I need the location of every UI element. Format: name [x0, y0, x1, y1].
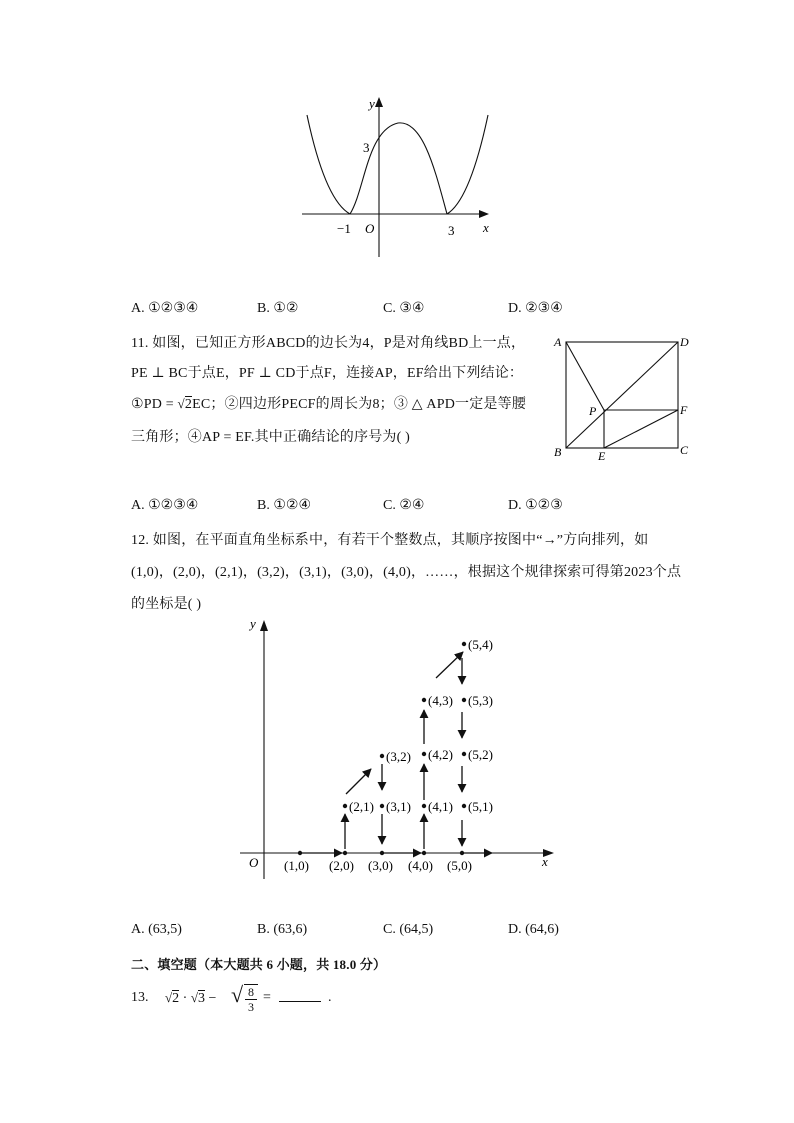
label-4-3: (4,3)	[428, 693, 453, 708]
q12-line-2: (1,0)，(2,0)，(2,1)，(3,2)，(3,1)，(3,0)，(4,0)，……，根据这个规律探索可得第2023个点	[131, 565, 682, 580]
axis-label-2-0: (2,0)	[329, 858, 354, 873]
label-5-4: (5,4)	[468, 637, 493, 652]
q13-expr-part1: √2 · √3 −	[165, 990, 217, 1006]
q11-option-b[interactable]: B. ①②④	[257, 498, 311, 513]
point-5-4	[462, 642, 466, 646]
q13-number: 13.	[131, 990, 149, 1005]
q13-period: .	[328, 990, 332, 1005]
axis-point	[343, 851, 347, 855]
axis-label-1-0: (1,0)	[284, 858, 309, 873]
q12-line-3: 的坐标是( )	[131, 597, 202, 612]
q11-option-a[interactable]: A. ①②③④	[131, 498, 199, 513]
label-D: D	[680, 335, 689, 349]
label-5-1: (5,1)	[468, 799, 493, 814]
origin-label: O	[249, 855, 259, 870]
x-tick-neg1: −1	[337, 221, 351, 236]
q12-option-d[interactable]: D. (64,6)	[508, 922, 559, 937]
label-3-1: (3,1)	[386, 799, 411, 814]
q13-frac-num: 8	[244, 984, 258, 1000]
x-axis-label: x	[542, 854, 548, 869]
label-E: E	[598, 449, 606, 462]
axis-point	[380, 851, 384, 855]
figure-q10-graph	[295, 90, 500, 265]
label-C: C	[680, 443, 689, 457]
axis-label-3-0: (3,0)	[368, 858, 393, 873]
point-4-2	[422, 752, 426, 756]
q12-line-1: 12. 如图，在平面直角坐标系中，有若干个整数点，其顺序按图中“→”方向排列，如	[131, 533, 649, 548]
q11-option-d[interactable]: D. ①②③	[508, 498, 563, 513]
label-B: B	[554, 445, 562, 459]
q10-option-c[interactable]: C. ③④	[383, 301, 425, 316]
q11-line-3: ①PD = √2EC；②四边形PECF的周长为8；③ △ APD一定是等腰	[131, 396, 527, 412]
origin-label: O	[365, 221, 375, 236]
q12-option-c[interactable]: C. (64,5)	[383, 922, 434, 937]
point-5-2	[462, 752, 466, 756]
y-axis-label: y	[369, 96, 375, 111]
y-tick-3: 3	[363, 140, 370, 155]
q10-option-d[interactable]: D. ②③④	[508, 301, 563, 316]
point-4-1	[422, 804, 426, 808]
label-4-2: (4,2)	[428, 747, 453, 762]
q10-option-b[interactable]: B. ①②	[257, 301, 299, 316]
q11-line-1: 11. 如图，已知正方形ABCD的边长为4，P是对角线BD上一点，	[131, 336, 526, 351]
q11-line-4: 三角形；④AP = EF.其中正确结论的序号为( )	[131, 430, 411, 445]
axis-label-4-0: (4,0)	[408, 858, 433, 873]
x-tick-3: 3	[448, 223, 455, 238]
axis-label-5-0: (5,0)	[447, 858, 472, 873]
point-2-1	[343, 804, 347, 808]
point-3-2	[380, 754, 384, 758]
q13-frac-den: 3	[248, 1000, 254, 1014]
figure-q11-square	[550, 330, 700, 462]
q12-option-b[interactable]: B. (63,6)	[257, 922, 308, 937]
q10-option-a[interactable]: A. ①②③④	[131, 301, 199, 316]
label-F: F	[680, 403, 688, 417]
label-A: A	[554, 335, 562, 349]
q13-answer-blank[interactable]	[279, 1001, 321, 1002]
q13-sqrt-sign: √	[231, 982, 244, 1007]
label-4-1: (4,1)	[428, 799, 453, 814]
section-title: 二、填空题（本大题共 6 小题，共 18.0 分）	[131, 957, 387, 972]
label-P: P	[589, 404, 597, 418]
axis-point	[460, 851, 464, 855]
y-axis-label: y	[250, 616, 256, 631]
q11-line-2: PE ⊥ BC于点E，PF ⊥ CD于点F，连接AP，EF给出下列结论：	[131, 366, 524, 381]
q13-equals: =	[263, 990, 271, 1005]
x-axis-label: x	[483, 220, 489, 235]
figure-q12-lattice	[236, 614, 566, 884]
q12-option-a[interactable]: A. (63,5)	[131, 922, 182, 937]
label-2-1: (2,1)	[349, 799, 374, 814]
label-5-2: (5,2)	[468, 747, 493, 762]
point-3-1	[380, 804, 384, 808]
label-5-3: (5,3)	[468, 693, 493, 708]
point-5-3	[462, 698, 466, 702]
point-4-3	[422, 698, 426, 702]
point-5-1	[462, 804, 466, 808]
q11-option-c[interactable]: C. ②④	[383, 498, 425, 513]
axis-point	[298, 851, 302, 855]
axis-point	[422, 851, 426, 855]
label-3-2: (3,2)	[386, 749, 411, 764]
